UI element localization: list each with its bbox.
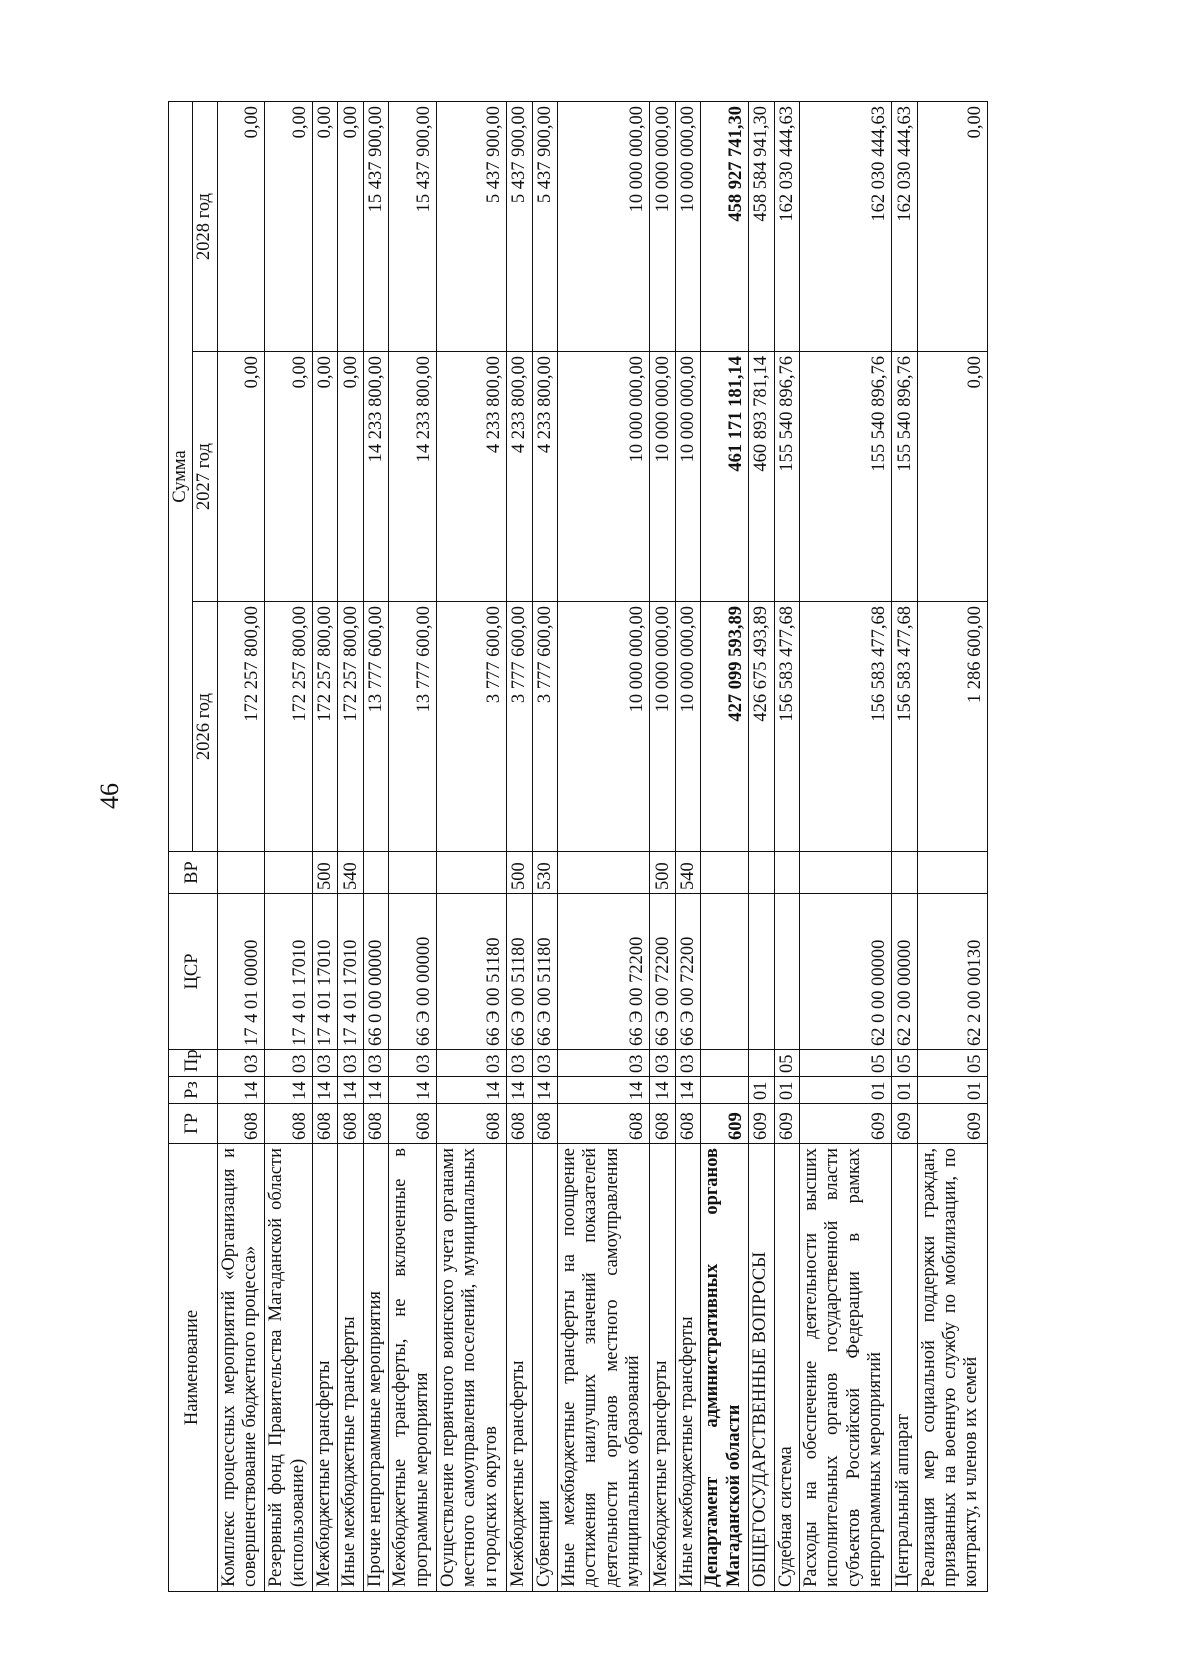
cell-pr: 03 xyxy=(217,1050,265,1077)
table-row xyxy=(507,101,532,1591)
cell-vr xyxy=(217,852,265,894)
cell-2026: 3 777 600,00 xyxy=(437,602,507,852)
cell-2026: 10 000 000,00 xyxy=(558,602,650,852)
header-vr: ВР xyxy=(169,852,218,894)
cell-2027: 0,00 xyxy=(917,352,987,602)
cell-name: Судебная система xyxy=(774,1144,799,1592)
cell-vr xyxy=(749,852,774,894)
cell-2027: 10 000 000,00 xyxy=(558,352,650,602)
cell-rz: 14 xyxy=(558,1077,650,1104)
cell-name: Департамент административных органов Магаданской области xyxy=(701,1144,749,1592)
header-gr: ГР xyxy=(169,1104,218,1144)
cell-2027: 0,00 xyxy=(338,352,363,602)
cell-vr xyxy=(389,852,437,894)
cell-name: Иные межбюджетные трансферты xyxy=(338,1144,363,1592)
cell-csr: 66 Э 00 72200 xyxy=(650,894,675,1050)
cell-rz: 01 xyxy=(774,1077,799,1104)
table-header xyxy=(169,101,218,1591)
cell-2028: 5 437 900,00 xyxy=(532,101,557,351)
cell-2027: 155 540 896,76 xyxy=(892,352,917,602)
header-2027: 2027 год xyxy=(193,352,217,602)
cell-name: ОБЩЕГОСУДАРСТВЕННЫЕ ВОПРОСЫ xyxy=(749,1144,774,1592)
cell-vr xyxy=(265,852,313,894)
cell-2027: 0,00 xyxy=(217,352,265,602)
cell-name: Субвенции xyxy=(532,1144,557,1592)
cell-2027: 4 233 800,00 xyxy=(532,352,557,602)
header-2028: 2028 год xyxy=(193,101,217,351)
cell-vr: 500 xyxy=(313,852,338,894)
cell-rz: 14 xyxy=(437,1077,507,1104)
cell-pr: 03 xyxy=(389,1050,437,1077)
cell-gr: 609 xyxy=(917,1104,987,1144)
table-row xyxy=(701,101,749,1591)
cell-name: Комплекс процессных мероприятий «Организация и совершенствование бюджетного процесса» xyxy=(217,1144,265,1592)
cell-2026: 156 583 477,68 xyxy=(800,602,892,852)
cell-2028: 15 437 900,00 xyxy=(389,101,437,351)
cell-pr: 05 xyxy=(774,1050,799,1077)
cell-csr: 17 4 01 17010 xyxy=(313,894,338,1050)
cell-2026: 10 000 000,00 xyxy=(650,602,675,852)
cell-2026: 3 777 600,00 xyxy=(532,602,557,852)
cell-gr: 608 xyxy=(532,1104,557,1144)
table-row xyxy=(217,101,265,1591)
cell-2026: 1 286 600,00 xyxy=(917,602,987,852)
cell-2028: 5 437 900,00 xyxy=(437,101,507,351)
cell-2027: 460 893 781,14 xyxy=(749,352,774,602)
cell-2026: 172 257 800,00 xyxy=(265,602,313,852)
cell-name: Межбюджетные трансферты xyxy=(650,1144,675,1592)
cell-name: Расходы на обеспечение деятельности высших исполнительных органов государственной власти субъектов Российской Федерации в рамках непрограммных мероприятий xyxy=(800,1144,892,1592)
cell-vr: 500 xyxy=(650,852,675,894)
cell-vr xyxy=(892,852,917,894)
cell-csr: 62 2 00 00000 xyxy=(892,894,917,1050)
cell-gr: 609 xyxy=(774,1104,799,1144)
cell-gr: 609 xyxy=(749,1104,774,1144)
cell-2026: 13 777 600,00 xyxy=(363,602,388,852)
cell-pr: 05 xyxy=(800,1050,892,1077)
cell-rz: 14 xyxy=(265,1077,313,1104)
cell-rz: 01 xyxy=(749,1077,774,1104)
cell-2026: 13 777 600,00 xyxy=(389,602,437,852)
cell-rz: 14 xyxy=(363,1077,388,1104)
cell-2026: 172 257 800,00 xyxy=(217,602,265,852)
cell-2027: 10 000 000,00 xyxy=(650,352,675,602)
table-body xyxy=(217,101,987,1591)
cell-rz: 14 xyxy=(389,1077,437,1104)
budget-table-container xyxy=(168,102,988,1592)
cell-vr xyxy=(701,852,749,894)
cell-rz: 01 xyxy=(800,1077,892,1104)
cell-2027: 155 540 896,76 xyxy=(774,352,799,602)
cell-csr xyxy=(749,894,774,1050)
table-row xyxy=(774,101,799,1591)
cell-csr: 66 Э 00 00000 xyxy=(389,894,437,1050)
cell-name: Центральный аппарат xyxy=(892,1144,917,1592)
cell-2027: 155 540 896,76 xyxy=(800,352,892,602)
table-row xyxy=(265,101,313,1591)
cell-2026: 10 000 000,00 xyxy=(675,602,700,852)
cell-name: Резервный фонд Правительства Магаданской области (использование) xyxy=(265,1144,313,1592)
table-row xyxy=(313,101,338,1591)
cell-2028: 10 000 000,00 xyxy=(558,101,650,351)
cell-csr: 66 0 00 00000 xyxy=(363,894,388,1050)
cell-pr xyxy=(749,1050,774,1077)
cell-name: Прочие непрограммные мероприятия xyxy=(363,1144,388,1592)
cell-gr: 608 xyxy=(363,1104,388,1144)
cell-2027: 14 233 800,00 xyxy=(389,352,437,602)
header-name: Наименование xyxy=(169,1144,218,1592)
cell-csr: 66 Э 00 51180 xyxy=(532,894,557,1050)
cell-rz: 14 xyxy=(507,1077,532,1104)
cell-2026: 172 257 800,00 xyxy=(313,602,338,852)
cell-rz xyxy=(701,1077,749,1104)
cell-rz: 14 xyxy=(675,1077,700,1104)
cell-pr: 03 xyxy=(338,1050,363,1077)
cell-2028: 0,00 xyxy=(313,101,338,351)
cell-gr: 608 xyxy=(389,1104,437,1144)
page-number: 46 xyxy=(95,783,124,809)
cell-gr: 608 xyxy=(265,1104,313,1144)
cell-csr: 62 0 00 00000 xyxy=(800,894,892,1050)
cell-pr: 03 xyxy=(265,1050,313,1077)
cell-rz: 14 xyxy=(217,1077,265,1104)
cell-vr: 540 xyxy=(338,852,363,894)
cell-vr xyxy=(363,852,388,894)
cell-pr: 03 xyxy=(507,1050,532,1077)
table-row xyxy=(558,101,650,1591)
header-csr: ЦСР xyxy=(169,894,218,1050)
cell-2028: 0,00 xyxy=(917,101,987,351)
cell-csr: 66 Э 00 51180 xyxy=(437,894,507,1050)
cell-csr: 66 Э 00 72200 xyxy=(675,894,700,1050)
header-2026: 2026 год xyxy=(193,602,217,852)
cell-pr: 03 xyxy=(675,1050,700,1077)
cell-2027: 4 233 800,00 xyxy=(437,352,507,602)
cell-2028: 162 030 444,63 xyxy=(774,101,799,351)
cell-2028: 15 437 900,00 xyxy=(363,101,388,351)
budget-table xyxy=(168,101,988,1592)
cell-2028: 5 437 900,00 xyxy=(507,101,532,351)
cell-csr: 66 Э 00 51180 xyxy=(507,894,532,1050)
table-row xyxy=(532,101,557,1591)
cell-vr xyxy=(437,852,507,894)
cell-2028: 10 000 000,00 xyxy=(650,101,675,351)
cell-2026: 156 583 477,68 xyxy=(892,602,917,852)
cell-name: Иные межбюджетные трансферты xyxy=(675,1144,700,1592)
cell-2028: 458 927 741,30 xyxy=(701,101,749,351)
cell-2026: 172 257 800,00 xyxy=(338,602,363,852)
cell-pr xyxy=(701,1050,749,1077)
cell-name: Иные межбюджетные трансферты на поощрение достижения наилучших значений показателей деятельности органов местного самоуправления муниципальных образований xyxy=(558,1144,650,1592)
table-row xyxy=(800,101,892,1591)
cell-name: Реализация мер социальной поддержки граждан, призванных на военную службу по мобилизации, по контракту, и членов их семей xyxy=(917,1144,987,1592)
cell-2027: 461 171 181,14 xyxy=(701,352,749,602)
cell-csr: 17 4 01 17010 xyxy=(338,894,363,1050)
cell-rz: 14 xyxy=(313,1077,338,1104)
cell-gr: 609 xyxy=(701,1104,749,1144)
cell-gr: 608 xyxy=(507,1104,532,1144)
cell-pr: 03 xyxy=(313,1050,338,1077)
cell-2027: 0,00 xyxy=(313,352,338,602)
header-sum: Сумма xyxy=(169,101,193,851)
table-row xyxy=(650,101,675,1591)
cell-gr: 608 xyxy=(650,1104,675,1144)
table-row xyxy=(892,101,917,1591)
table-row xyxy=(749,101,774,1591)
table-row xyxy=(363,101,388,1591)
cell-pr: 03 xyxy=(650,1050,675,1077)
cell-csr: 17 4 01 00000 xyxy=(217,894,265,1050)
cell-vr xyxy=(774,852,799,894)
cell-pr: 05 xyxy=(892,1050,917,1077)
cell-gr: 608 xyxy=(437,1104,507,1144)
cell-pr: 03 xyxy=(437,1050,507,1077)
table-row xyxy=(675,101,700,1591)
cell-2028: 162 030 444,63 xyxy=(892,101,917,351)
cell-vr: 530 xyxy=(532,852,557,894)
cell-2026: 427 099 593,89 xyxy=(701,602,749,852)
cell-2028: 0,00 xyxy=(217,101,265,351)
cell-vr xyxy=(917,852,987,894)
cell-name: Межбюджетные трансферты xyxy=(507,1144,532,1592)
cell-gr: 608 xyxy=(675,1104,700,1144)
cell-csr xyxy=(774,894,799,1050)
cell-pr: 05 xyxy=(917,1050,987,1077)
cell-2028: 458 584 941,30 xyxy=(749,101,774,351)
cell-vr xyxy=(800,852,892,894)
cell-pr: 03 xyxy=(532,1050,557,1077)
cell-2027: 4 233 800,00 xyxy=(507,352,532,602)
cell-rz: 01 xyxy=(892,1077,917,1104)
cell-vr xyxy=(558,852,650,894)
cell-gr: 609 xyxy=(800,1104,892,1144)
cell-2027: 0,00 xyxy=(265,352,313,602)
cell-gr: 608 xyxy=(217,1104,265,1144)
cell-2028: 0,00 xyxy=(265,101,313,351)
cell-2027: 14 233 800,00 xyxy=(363,352,388,602)
cell-csr: 62 2 00 00130 xyxy=(917,894,987,1050)
cell-name: Осуществление первичного воинского учета органами местного самоуправления поселений, муниципальных и городских округов xyxy=(437,1144,507,1592)
cell-csr xyxy=(701,894,749,1050)
cell-vr: 540 xyxy=(675,852,700,894)
cell-rz: 14 xyxy=(650,1077,675,1104)
cell-gr: 608 xyxy=(338,1104,363,1144)
cell-gr: 608 xyxy=(313,1104,338,1144)
table-row xyxy=(917,101,987,1591)
header-rz: Рз xyxy=(169,1077,218,1104)
header-pr: Пр xyxy=(169,1050,218,1077)
cell-2028: 10 000 000,00 xyxy=(675,101,700,351)
cell-csr: 17 4 01 17010 xyxy=(265,894,313,1050)
cell-gr: 609 xyxy=(892,1104,917,1144)
cell-name: Межбюджетные трансферты xyxy=(313,1144,338,1592)
cell-2026: 426 675 493,89 xyxy=(749,602,774,852)
cell-rz: 14 xyxy=(338,1077,363,1104)
cell-vr: 500 xyxy=(507,852,532,894)
cell-pr: 03 xyxy=(363,1050,388,1077)
cell-pr: 03 xyxy=(558,1050,650,1077)
table-row xyxy=(338,101,363,1591)
cell-2028: 0,00 xyxy=(338,101,363,351)
cell-2028: 162 030 444,63 xyxy=(800,101,892,351)
table-row xyxy=(389,101,437,1591)
cell-name: Межбюджетные трансферты, не включенные в программные мероприятия xyxy=(389,1144,437,1592)
cell-csr: 66 Э 00 72200 xyxy=(558,894,650,1050)
cell-2026: 3 777 600,00 xyxy=(507,602,532,852)
cell-2026: 156 583 477,68 xyxy=(774,602,799,852)
cell-rz: 01 xyxy=(917,1077,987,1104)
cell-gr: 608 xyxy=(558,1104,650,1144)
table-row xyxy=(437,101,507,1591)
cell-2027: 10 000 000,00 xyxy=(675,352,700,602)
cell-rz: 14 xyxy=(532,1077,557,1104)
